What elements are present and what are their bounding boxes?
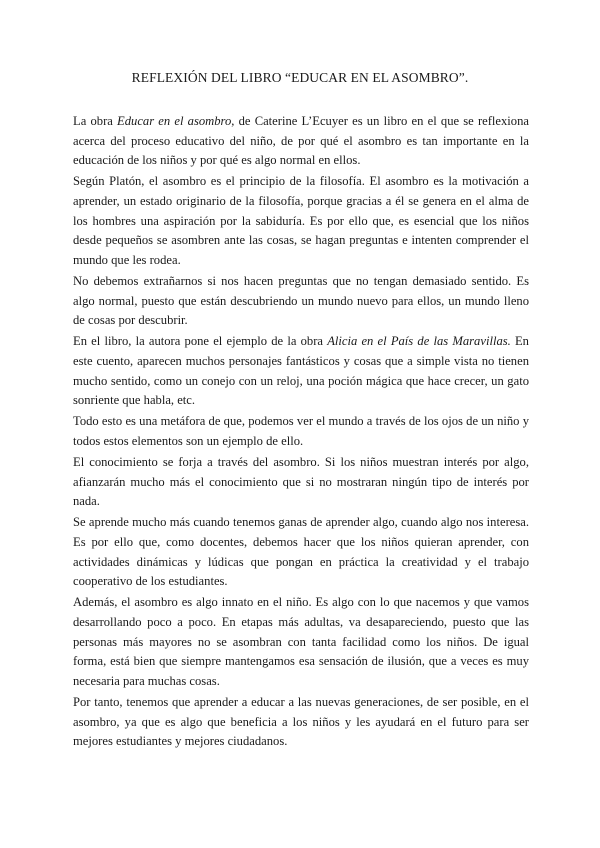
paragraph-1: La obra Educar en el asombro, de Caterine L’Ecuyer es un libro en el que se reflexiona acerca del proceso educativo del niño, de por qué el asombro es tan importante en la educación de los niños y por qué es algo normal en ellos.: [73, 114, 529, 168]
book-title-emphasis: Educar en el asombro: [117, 114, 232, 128]
document-body: [73, 112, 529, 753]
paragraph-4: En el libro, la autora pone el ejemplo de la obra Alicia en el País de las Maravillas. En este cuento, aparecen muchos personajes fantásticos y cosas que a simple vista no tienen mucho sentido, como un conejo con un reloj, una poción mágica que hace crecer, un gato sonriente que habla, etc.: [73, 334, 529, 408]
paragraph-5: Todo esto es una metáfora de que, podemos ver el mundo a través de los ojos de un niño y todos estos elementos son un ejemplo de ello.: [73, 414, 529, 448]
paragraph-8: Además, el asombro es algo innato en el niño. Es algo con lo que nacemos y que vamos desarrollando poco a poco. En etapas más adultas, va desapareciendo, puesto que las personas más mayores no se asombran con tanta facilidad como los niños. De igual forma, está bien que siempre mantengamos esa sensación de ilusión, que a veces es muy necesaria para muchas cosas.: [73, 595, 529, 688]
paragraph-9: Por tanto, tenemos que aprender a educar a las nuevas generaciones, de ser posible, en el asombro, ya que es algo que beneficia a los niños y les ayudará en el futuro para ser mejores estudiantes y mejores ciudadanos.: [73, 694, 529, 749]
paragraph-6: El conocimiento se forja a través del asombro. Si los niños muestran interés por algo, afianzarán mucho más el conocimiento que si no mostraran ningún tipo de interés por nada.: [73, 455, 529, 509]
paragraph-2: Según Platón, el asombro es el principio de la filosofía. El asombro es la motivación a aprender, un estado originario de la filosofía, porque gracias a él se genera en el alma de los hombres una aspiración por la sabiduría. Es por ello que, es esencial que los niños desde pequeños se asombren ante las cosas, se hagan preguntas e intenten comprender el mundo que les rodea.: [73, 174, 529, 267]
paragraph-7: Se aprende mucho más cuando tenemos ganas de aprender algo, cuando algo nos interesa. Es por ello que, como docentes, debemos hacer que los niños quieran aprender, con actividades dinámicas y lúdicas que pongan en práctica la creatividad y el trabajo cooperativo de los estudiantes.: [73, 515, 529, 589]
document-title: REFLEXIÓN DEL LIBRO “EDUCAR EN EL ASOMBRO”.: [131, 70, 469, 85]
paragraph-3: No debemos extrañarnos si nos hacen preguntas que no tengan demasiado sentido. Es algo normal, puesto que están descubriendo un mundo nuevo para ellos, un mundo lleno de cosas por descubrir.: [73, 273, 529, 328]
alice-title-emphasis: Alicia en el País de las Maravillas.: [327, 334, 511, 349]
